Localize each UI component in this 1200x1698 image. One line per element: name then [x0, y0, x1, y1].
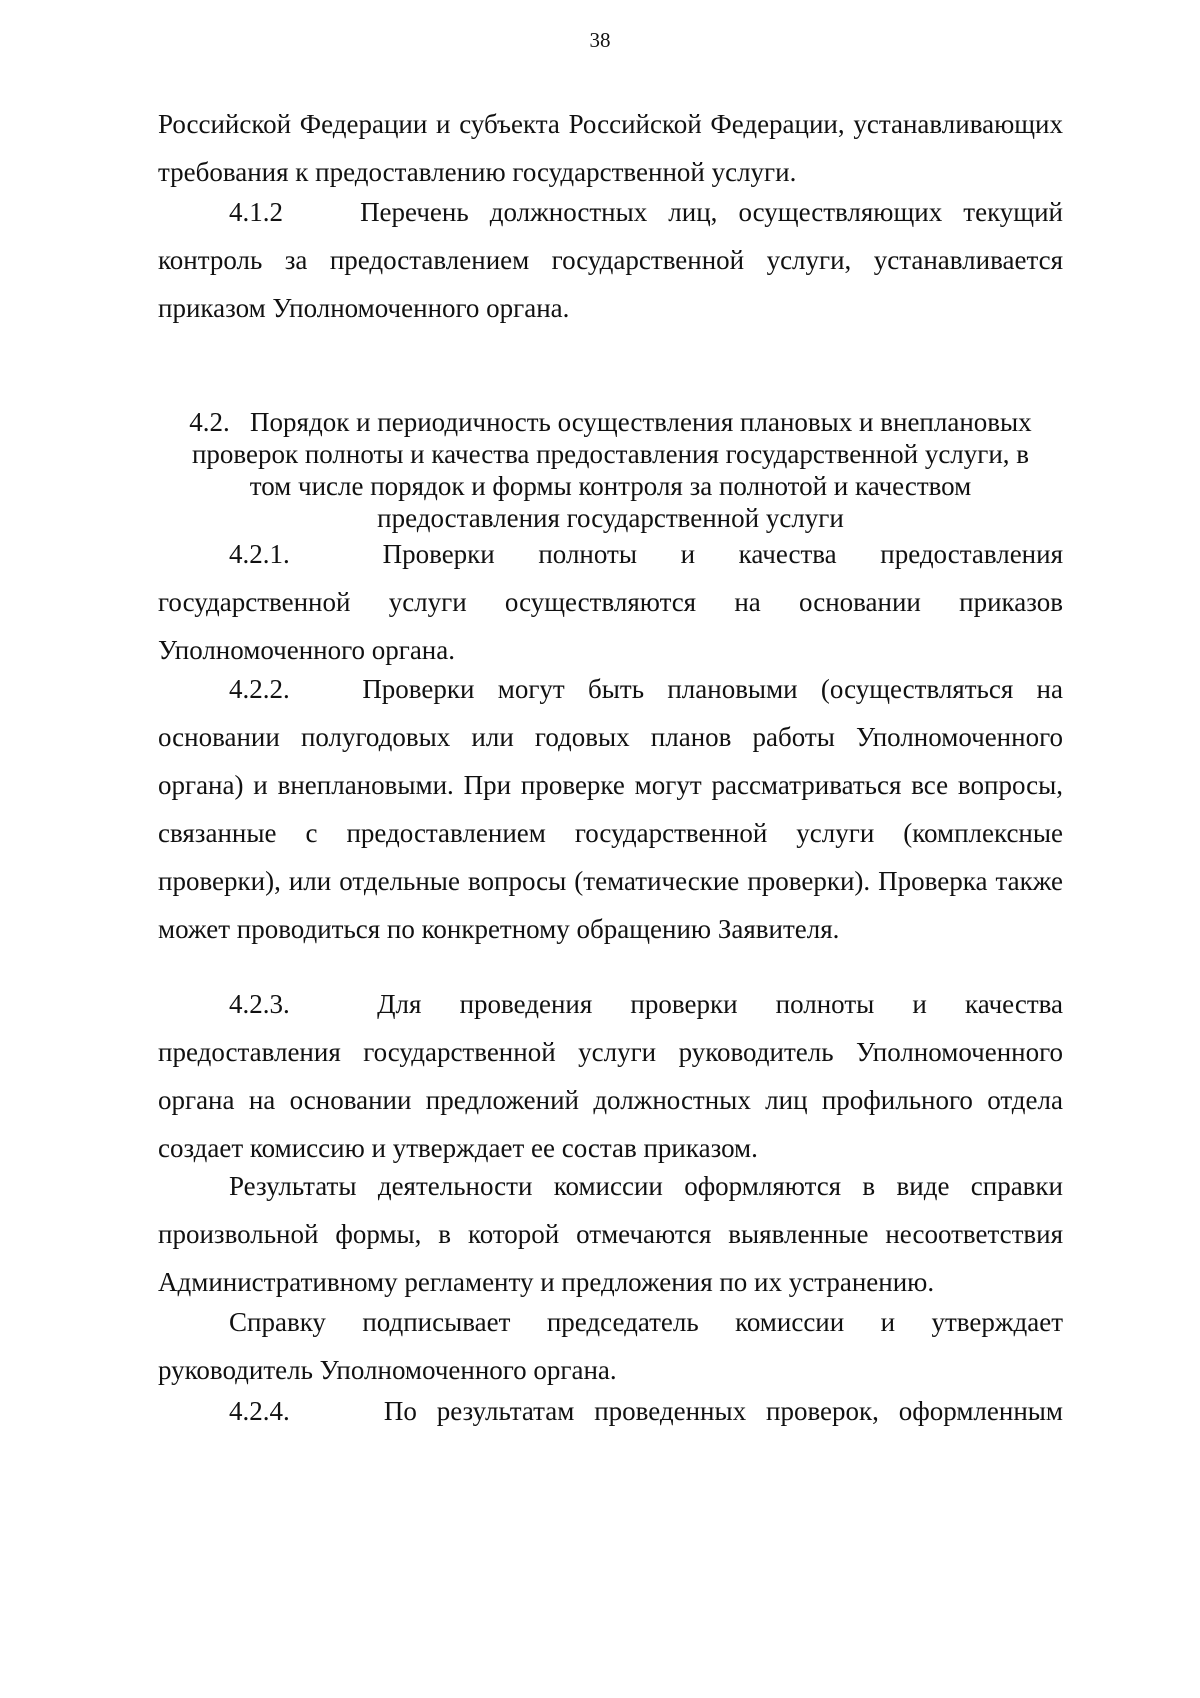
paragraph-4-1-2 [158, 188, 1063, 332]
results-paragraph: Результаты деятельности комиссии оформляются в виде справки произвольной формы, в которой отмечаются выявленные несоответствия Административному регламенту и предложения по их устранению. [158, 1171, 1063, 1297]
paragraph-4-2-1 [158, 530, 1063, 674]
paragraph-number: 4.1.2 [229, 197, 283, 227]
paragraph-4-2-3 [158, 980, 1063, 1172]
page-number: 38 [589, 28, 611, 52]
heading-line: проверок полноты и качества предоставления государственной услуги, в [191, 439, 1030, 469]
paragraph-4-2-4 [158, 1387, 1063, 1435]
paragraph-text: Перечень должностных лиц, осуществляющих текущий контроль за предоставлением государственной услуги, устанавливается приказом Уполномоченного органа. [158, 197, 1063, 323]
paragraph-number: 4.2.2. [229, 674, 290, 704]
paragraph-number: 4.2.1. [229, 539, 290, 569]
paragraph-number: 4.2.4. [229, 1396, 290, 1426]
heading-line: том числе порядок и формы контроля за полнотой и качеством [249, 471, 972, 501]
heading-line: предоставления государственной услуги [377, 503, 844, 533]
section-heading-4-2 [158, 406, 1063, 534]
continuation-paragraph: Российской Федерации и субъекта Российской Федерации, устанавливающих требования к предоставлению государственной услуги. [158, 109, 1063, 187]
paragraph-text: По результатам проведенных проверок, оформленным [383, 1396, 1064, 1426]
paragraph-text: Проверки полноты и качества предоставления государственной услуги осуществляются на основании приказов Уполномоченного органа. [158, 539, 1063, 665]
paragraph-number: 4.2.3. [229, 989, 290, 1019]
paragraph-text: Проверки могут быть плановыми (осуществляться на основании полугодовых или годовых планов работы Уполномоченного органа) и внеплановыми. При проверке могут рассматриваться все вопросы, связанные с предоставлением государственной услуги (комплексные проверки), или отдельные вопросы (тематические проверки). Проверка также может проводиться по конкретному обращению Заявителя. [158, 674, 1063, 944]
signature-paragraph: Справку подписывает председатель комиссии и утверждает руководитель Уполномоченного органа. [158, 1307, 1063, 1385]
paragraph-4-2-2 [158, 665, 1063, 953]
heading-line: 4.2. Порядок и периодичность осуществления плановых и внеплановых [189, 407, 1032, 437]
paragraph-text: Для проведения проверки полноты и качества предоставления государственной услуги руководитель Уполномоченного органа на основании предложений должностных лиц профильного отдела создает комиссию и утверждает ее состав приказом. [158, 989, 1063, 1163]
